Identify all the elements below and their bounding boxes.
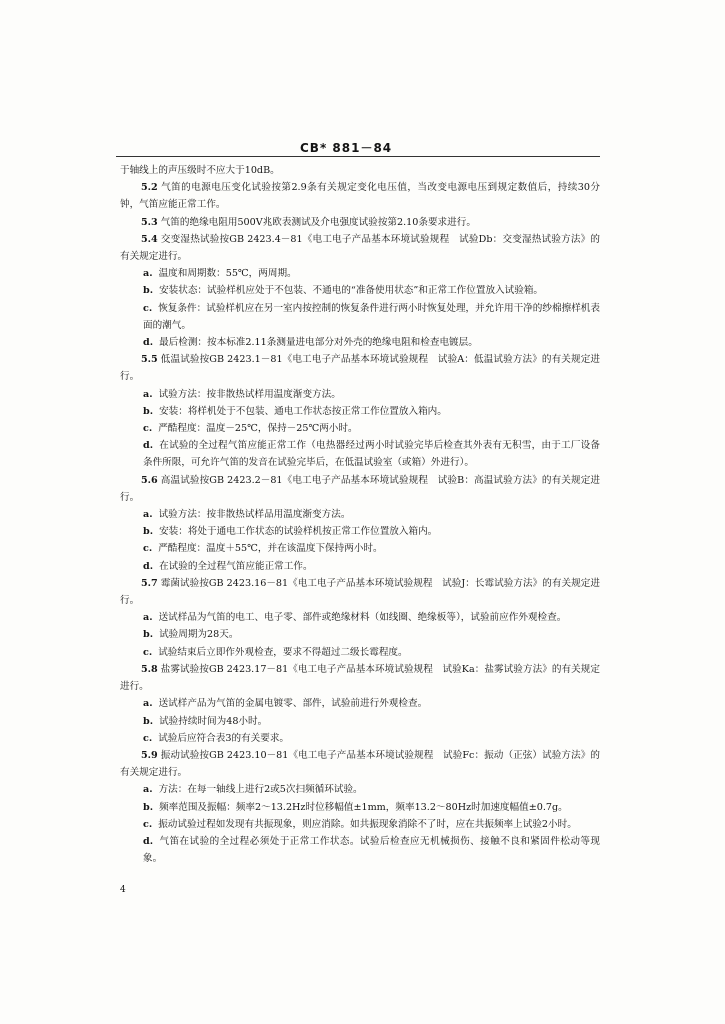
sub-item xyxy=(120,403,600,420)
clause-label: a. xyxy=(143,784,153,796)
sub-item xyxy=(120,523,600,540)
clause-text: 试验持续时间为48小时。 xyxy=(159,715,268,727)
clause-label: b. xyxy=(143,526,154,538)
sub-item xyxy=(120,644,600,661)
clause-paragraph xyxy=(120,661,600,695)
header-rule xyxy=(116,156,600,157)
clause-paragraph xyxy=(120,472,600,506)
clause-label: c. xyxy=(143,732,153,744)
clause-label: b. xyxy=(143,715,154,727)
clause-text: 低温试验按GB 2423.1－81《电工电子产品基本环境试验规程 试验A：低温试验方法》的有关规定进行。 xyxy=(120,354,600,383)
clause-text: 温度和周期数：55℃，两周期。 xyxy=(158,268,297,280)
clause-label: b. xyxy=(143,285,154,297)
sub-item xyxy=(120,626,600,643)
clause-text: 振动试验过程如发现有共振现象，则应消除。如共振现象消除不了时，应在共振频率上试验2小时。 xyxy=(158,818,577,830)
clause-text: 振动试验按GB 2423.10－81《电工电子产品基本环境试验规程 试验Fc：振动（正弦）试验方法》的有关规定进行。 xyxy=(120,749,600,779)
sub-item xyxy=(120,799,600,816)
sub-item xyxy=(120,282,600,299)
clause-text: 最后检测：按本标准2.11条测量进电部分对外壳的绝缘电阻和检查电镀层。 xyxy=(159,337,478,349)
clause-text: 霉菌试验按GB 2423.16－81《电工电子产品基本环境试验规程 试验J：长霉试验方法》的有关规定进行。 xyxy=(120,577,600,607)
clause-label: 5.3 xyxy=(141,216,158,228)
clause-text: 严酷程度：温度－25℃，保持－25℃两小时。 xyxy=(158,423,358,435)
clause-text: 试验周期为28天。 xyxy=(159,629,239,641)
clause-label: c. xyxy=(143,423,153,435)
clause-label: a. xyxy=(143,698,153,710)
sub-item xyxy=(120,558,600,575)
sub-item xyxy=(120,265,600,282)
sub-item xyxy=(120,506,600,523)
clause-label: 5.2 xyxy=(141,182,158,194)
clause-text: 在试验的全过程气笛应能正常工作（电热器经过两小时试验完毕后检查其外表有无积雪，由于工厂设备条件所限，可允许气笛的发音在试验完毕后，在低温试验室（或箱）外进行）。 xyxy=(143,440,600,469)
clause-label: d. xyxy=(143,440,154,452)
sub-item xyxy=(120,609,600,626)
clause-paragraph xyxy=(120,231,600,265)
sub-item xyxy=(120,730,600,747)
clause-text: 于轴线上的声压级时不应大于10dB。 xyxy=(120,165,280,176)
clause-text: 严酷程度：温度＋55℃，并在该温度下保持两小时。 xyxy=(158,543,383,555)
clause-text: 盐雾试验按GB 2423.17－81《电工电子产品基本环境试验规程 试验Ka：盐雾试验方法》的有关规定进行。 xyxy=(120,663,600,693)
sub-item xyxy=(120,386,600,403)
clause-text: 试验结束后立即作外观检查，要求不得超过二级长霉程度。 xyxy=(158,646,408,658)
clause-paragraph xyxy=(120,214,600,231)
clause-label: d. xyxy=(143,835,154,847)
clause-text: 在试验的全过程气笛应能正常工作。 xyxy=(159,560,313,572)
continuation-paragraph xyxy=(120,162,600,179)
clause-label: c. xyxy=(143,302,153,314)
clause-text: 安装：将处于通电工作状态的试验样机按正常工作位置放入箱内。 xyxy=(159,526,438,538)
sub-item xyxy=(120,334,600,351)
clause-label: 5.6 xyxy=(141,474,158,486)
clause-label: c. xyxy=(143,543,153,555)
clause-text: 送试样品为气笛的电工、电子零、部件或绝缘材料（如线圈、绝缘板等），试验前应作外观检查。 xyxy=(158,612,567,624)
sub-item xyxy=(120,695,600,712)
clause-label: a. xyxy=(143,612,153,624)
clause-text: 送试样产品为气笛的金属电镀零、部件，试验前进行外观检查。 xyxy=(158,698,428,710)
clause-label: 5.8 xyxy=(141,663,158,675)
clause-paragraph xyxy=(120,575,600,609)
clause-text: 试验方法：按非散热试样品用温度渐变方法。 xyxy=(158,509,351,521)
clause-text: 方法：在每一轴线上进行2或5次扫频循环试验。 xyxy=(158,784,363,796)
clause-label: d. xyxy=(143,337,154,349)
sub-item xyxy=(120,713,600,730)
page-number: 4 xyxy=(120,885,126,895)
clause-label: b. xyxy=(143,629,154,641)
clause-text: 安装状态：试验样机应处于不包装、不通电的“准备使用状态”和正常工作位置放入试验箱。 xyxy=(159,285,544,297)
clause-text: 气笛在试验的全过程必须处于正常工作状态。试验后检查应无机械损伤、接触不良和紧固件松动等现象。 xyxy=(143,835,600,865)
sub-item xyxy=(120,816,600,833)
sub-item xyxy=(120,420,600,437)
clause-label: a. xyxy=(143,509,153,521)
sub-item xyxy=(120,781,600,798)
clause-label: c. xyxy=(143,646,153,658)
clause-label: c. xyxy=(143,818,153,830)
clause-label: 5.7 xyxy=(141,577,158,589)
document-body xyxy=(120,162,600,867)
clause-label: a. xyxy=(143,268,153,280)
sub-item xyxy=(120,833,600,867)
clause-text: 交变湿热试验按GB 2423.4－81《电工电子产品基本环境试验规程 试验Db：交变湿热试验方法》的有关规定进行。 xyxy=(120,233,600,263)
clause-text: 试验方法：按非散热试样用温度渐变方法。 xyxy=(158,388,341,400)
clause-label: d. xyxy=(143,560,154,572)
sub-item xyxy=(120,540,600,557)
page-header: CB* 881－84 xyxy=(300,141,393,155)
clause-paragraph xyxy=(120,179,600,213)
clause-label: 5.9 xyxy=(141,749,158,761)
clause-label: a. xyxy=(143,388,153,400)
clause-text: 安装：将样机处于不包装、通电工作状态按正常工作位置放入箱内。 xyxy=(159,405,447,417)
clause-text: 恢复条件：试验样机应在另一室内按控制的恢复条件进行两小时恢复处理，并允许用干净的纱棉擦样机表面的潮气。 xyxy=(143,302,600,331)
sub-item xyxy=(120,437,600,471)
clause-text: 高温试验按GB 2423.2－81《电工电子产品基本环境试验规程 试验B：高温试验方法》的有关规定进行。 xyxy=(120,474,600,503)
clause-text: 频率范围及振幅：频率2～13.2Hz时位移幅值±1mm，频率13.2～80Hz时加速度幅值±0.7g。 xyxy=(159,801,568,813)
clause-label: b. xyxy=(143,405,154,417)
sub-item xyxy=(120,300,600,334)
clause-label: 5.5 xyxy=(141,354,158,366)
clause-label: b. xyxy=(143,801,154,813)
clause-text: 试验后应符合表3的有关要求。 xyxy=(158,732,290,744)
clause-text: 气笛的电源电压变化试验按第2.9条有关规定变化电压值，当改变电源电压到规定数值后，持续30分钟，气笛应能正常工作。 xyxy=(120,182,600,211)
clause-paragraph xyxy=(120,351,600,385)
clause-text: 气笛的绝缘电阻用500V兆欧表测试及介电强度试验按第2.10条要求进行。 xyxy=(160,216,476,228)
clause-paragraph xyxy=(120,747,600,781)
clause-label: 5.4 xyxy=(141,233,158,245)
